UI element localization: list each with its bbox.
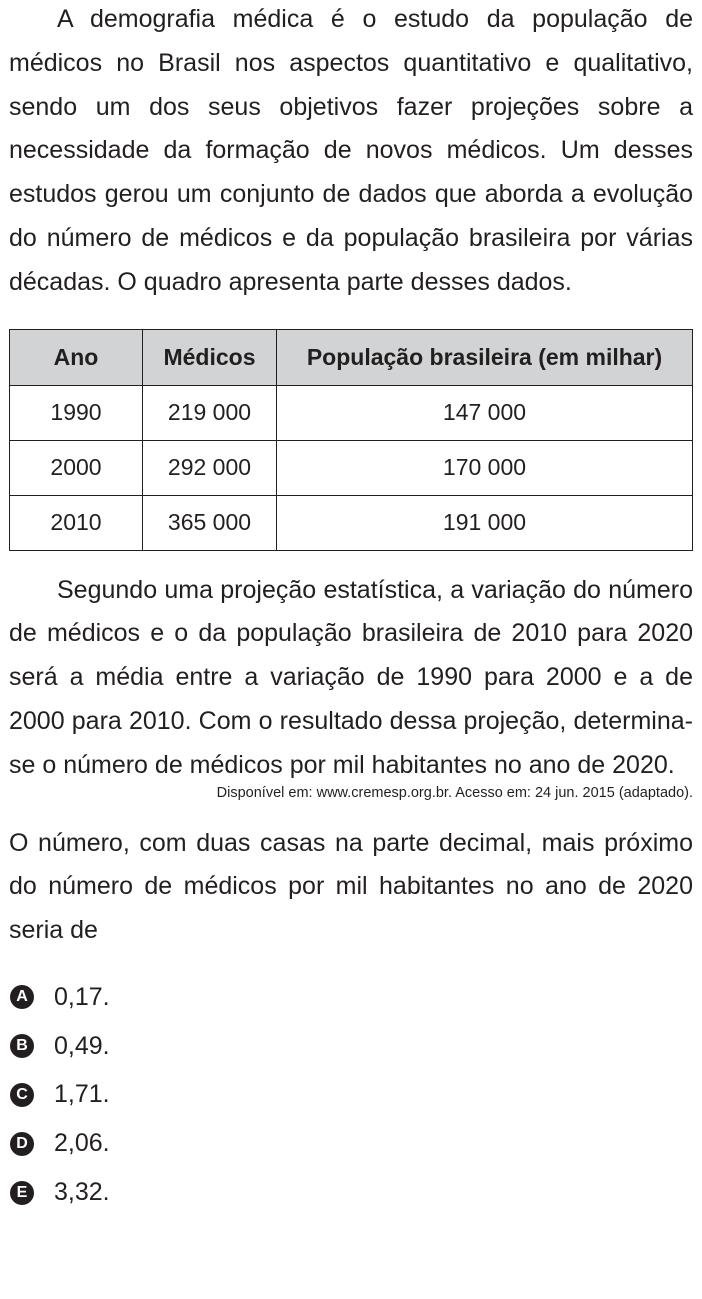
option-b-badge-icon: B — [10, 1034, 34, 1058]
header-medicos: Médicos — [143, 329, 277, 385]
option-c[interactable] — [9, 1071, 693, 1120]
projection-paragraph: Segundo uma projeção estatística, a variação do número de médicos e o da população brasileira de 2010 para 2020 será a média entre a variação de 1990 para 2000 e a de 2000 para 2010. Com o resultado dessa projeção, determina-se o número de médicos por mil habitantes no ano de 2020. — [9, 575, 693, 779]
table-row — [10, 440, 693, 495]
cell-medicos: 365 000 — [143, 495, 277, 550]
cell-populacao: 191 000 — [277, 495, 693, 550]
cell-ano: 2010 — [10, 495, 143, 550]
cell-medicos: 292 000 — [143, 440, 277, 495]
data-table — [9, 329, 693, 551]
table-row — [10, 385, 693, 440]
option-c-text: 1,71. — [54, 1080, 110, 1109]
answer-options — [9, 973, 693, 1217]
source-citation: Disponível em: www.cremesp.org.br. Acesso em: 24 jun. 2015 (adaptado). — [216, 784, 693, 801]
cell-ano: 1990 — [10, 385, 143, 440]
option-a[interactable] — [9, 973, 693, 1022]
option-d-badge-icon: D — [10, 1132, 34, 1156]
option-d[interactable] — [9, 1119, 693, 1168]
option-e-text: 3,32. — [54, 1178, 110, 1207]
question-stem: O número, com duas casas na parte decimal, mais próximo do número de médicos por mil habitantes no ano de 2020 seria de — [9, 828, 693, 945]
option-a-badge-icon: A — [10, 985, 34, 1009]
option-e-badge-icon: E — [10, 1181, 34, 1205]
cell-populacao: 147 000 — [277, 385, 693, 440]
option-a-text: 0,17. — [54, 982, 110, 1011]
table-header-row — [10, 329, 693, 385]
header-ano: Ano — [10, 329, 143, 385]
intro-paragraph: A demografia médica é o estudo da população de médicos no Brasil nos aspectos quantitativo e qualitativo, sendo um dos seus objetivos fazer projeções sobre a necessidade da formação de novos médicos. Um desses estudos gerou um conjunto de dados que aborda a evolução do número de médicos e da população brasileira por várias décadas. O quadro apresenta parte desses dados. — [9, 5, 693, 296]
option-b[interactable] — [9, 1022, 693, 1071]
option-d-text: 2,06. — [54, 1129, 110, 1158]
option-c-badge-icon: C — [10, 1083, 34, 1107]
cell-ano: 2000 — [10, 440, 143, 495]
cell-populacao: 170 000 — [277, 440, 693, 495]
table-row — [10, 495, 693, 550]
cell-medicos: 219 000 — [143, 385, 277, 440]
option-e[interactable] — [9, 1168, 693, 1217]
header-populacao: População brasileira (em milhar) — [277, 329, 693, 385]
option-b-text: 0,49. — [54, 1031, 110, 1060]
